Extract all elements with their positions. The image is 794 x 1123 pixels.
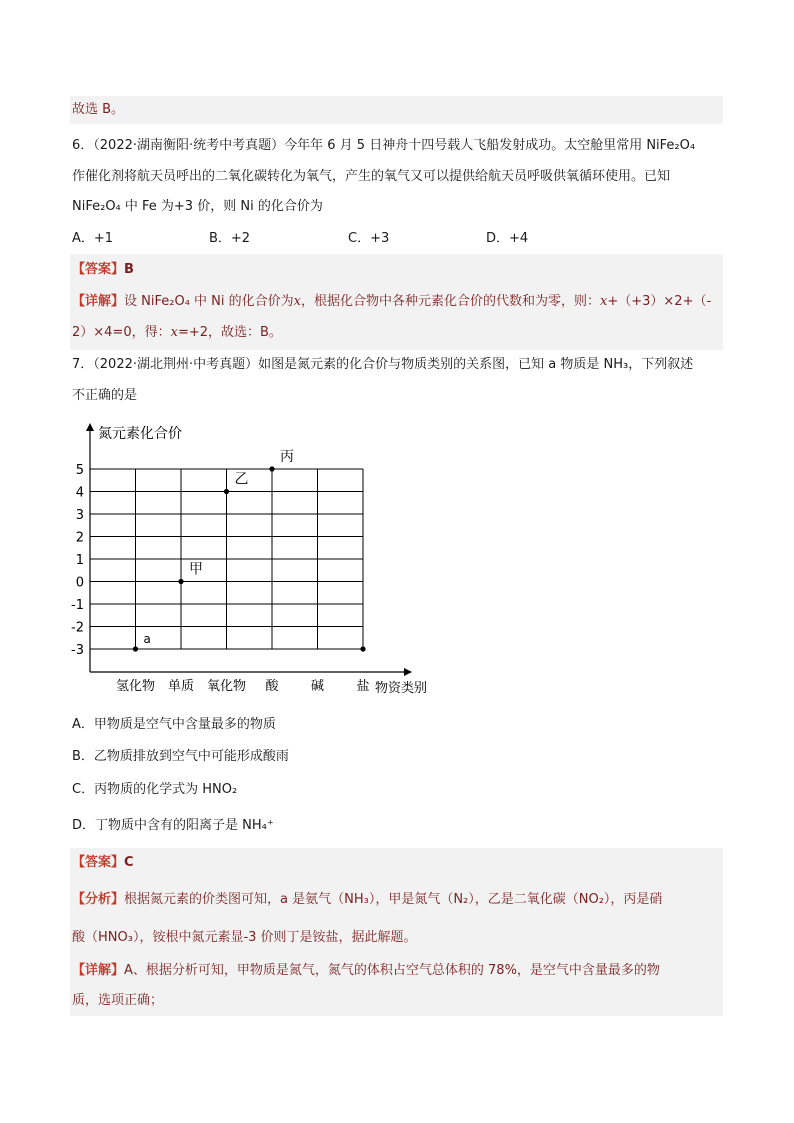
q7-option-a: A．甲物质是空气中含量最多的物质 (72, 717, 276, 732)
data-point (133, 646, 138, 651)
q7-stem-line2: 不正确的是 (72, 388, 138, 403)
q7-option-c: C．丙物质的化学式为 HNO₂ (72, 782, 238, 797)
q7-option-b: B．乙物质排放到空气中可能形成酸雨 (72, 749, 289, 764)
y-tick-label: 5 (75, 463, 84, 478)
q6-detail-line1 (72, 293, 711, 311)
x-tick-label: 酸 (265, 679, 279, 694)
data-point (360, 646, 365, 651)
q6-option-c: C．+3 (348, 231, 390, 246)
q6-answer-value: B (124, 262, 134, 277)
chart-axes (90, 425, 410, 672)
q7-detail-line1 (72, 962, 660, 980)
data-point (178, 579, 183, 584)
q6-detail-var-x: x (293, 294, 301, 309)
q6-detail-text-e: 2）×4=0，得： (72, 325, 171, 340)
y-tick-label: -1 (71, 598, 84, 613)
x-axis-label: 物资类别 (375, 681, 428, 696)
q7-analysis-line2: 酸（HNO₃），铵根中氮元素显-3 价则丁是铵盐，据此解题。 (72, 930, 417, 945)
q7-detail-tag: 【详解】 (72, 963, 125, 978)
data-point-label: a (143, 632, 151, 646)
x-tick-label: 盐 (356, 679, 370, 694)
q7-answer-value: C (124, 855, 134, 870)
y-tick-label: 4 (75, 485, 84, 501)
x-tick-label: 氢化物 (115, 679, 156, 694)
q7-analysis-line1 (72, 891, 662, 909)
y-tick-label: 0 (75, 575, 84, 591)
q6-stem-line2: 作催化剂将航天员呼出的二氧化碳转化为氧气，产生的氧气又可以提供给航天员呼吸供氧循环使用。已知 (72, 169, 671, 184)
y-tick-label: 3 (75, 508, 84, 523)
data-point (269, 466, 274, 471)
q7-analysis-text1: 根据氮元素的价类图可知，a 是氨气（NH₃），甲是氮气（N₂），乙是二氧化碳（NO₂），丙是硝 (124, 892, 663, 907)
q6-detail-tag: 【详解】 (72, 294, 125, 309)
y-tick-label: -2 (71, 620, 84, 636)
q7-detail-text1: A、根据分析可知，甲物质是氮气，氮气的体积占空气总体积的 78%，是空气中含量最多的物 (124, 963, 660, 978)
y-tick-label: 1 (75, 553, 84, 568)
q6-detail-text-f: =+2，故选：B。 (177, 325, 282, 340)
chart-grid (90, 469, 363, 649)
q6-detail-text-d: +（+3）×2+（- (607, 294, 712, 309)
q7-answer-tag: 【答案】 (72, 855, 125, 870)
y-axis-label: 氮元素化合价 (98, 426, 182, 442)
x-tick-labels (116, 678, 370, 694)
x-tick-label: 单质 (167, 679, 195, 694)
q6-option-b: B．+2 (209, 231, 251, 246)
data-points (133, 449, 366, 652)
q6-detail-text-b: ，根据化合物中各种元素化合价的代数和为零，则： (300, 294, 600, 309)
q6-answer (72, 261, 134, 279)
q7-analysis-tag: 【分析】 (72, 892, 125, 907)
prev-answer-text: 故选 B。 (72, 102, 125, 117)
q6-detail-line2 (72, 324, 282, 342)
data-point-label: 甲 (189, 561, 203, 578)
x-tick-label: 碱 (310, 679, 325, 694)
x-tick-label: 氧化物 (206, 679, 247, 694)
q7-option-d: D．丁物质中含有的阳离子是 NH₄⁺ (72, 818, 274, 833)
y-tick-label: 2 (75, 530, 84, 546)
q6-stem-line3: NiFe₂O₄ 中 Fe 为+3 价，则 Ni 的化合价为 (72, 199, 323, 214)
y-tick-labels (71, 463, 84, 658)
q6-option-a: A．+1 (72, 231, 114, 246)
q6-detail-text-a: 设 NiFe₂O₄ 中 Ni 的化合价为 (124, 294, 294, 309)
q7-detail-line2: 质，选项正确； (72, 993, 164, 1008)
q6-detail-var-x2: x (600, 294, 608, 309)
valence-category-chart (0, 410, 794, 710)
y-tick-label: -3 (71, 643, 84, 658)
q7-stem-line1: 7．（2022·湖北荆州·中考真题）如图是氮元素的化合价与物质类别的关系图，已知 a 物质是 NH₃，下列叙述 (72, 357, 694, 372)
q6-detail-var-x3: x (170, 325, 178, 340)
q6-answer-tag: 【答案】 (72, 262, 125, 277)
data-point-label: 乙 (234, 471, 249, 488)
data-point (224, 489, 229, 494)
q6-option-d: D．+4 (486, 231, 529, 246)
prev-answer-block (70, 96, 723, 124)
q7-answer (72, 854, 134, 872)
q6-stem-line1: 6．（2022·湖南衡阳·统考中考真题）今年年 6 月 5 日神舟十四号载人飞船发射成功。太空舱里常用 NiFe₂O₄ (72, 138, 696, 153)
data-point-label: 丙 (280, 449, 294, 465)
